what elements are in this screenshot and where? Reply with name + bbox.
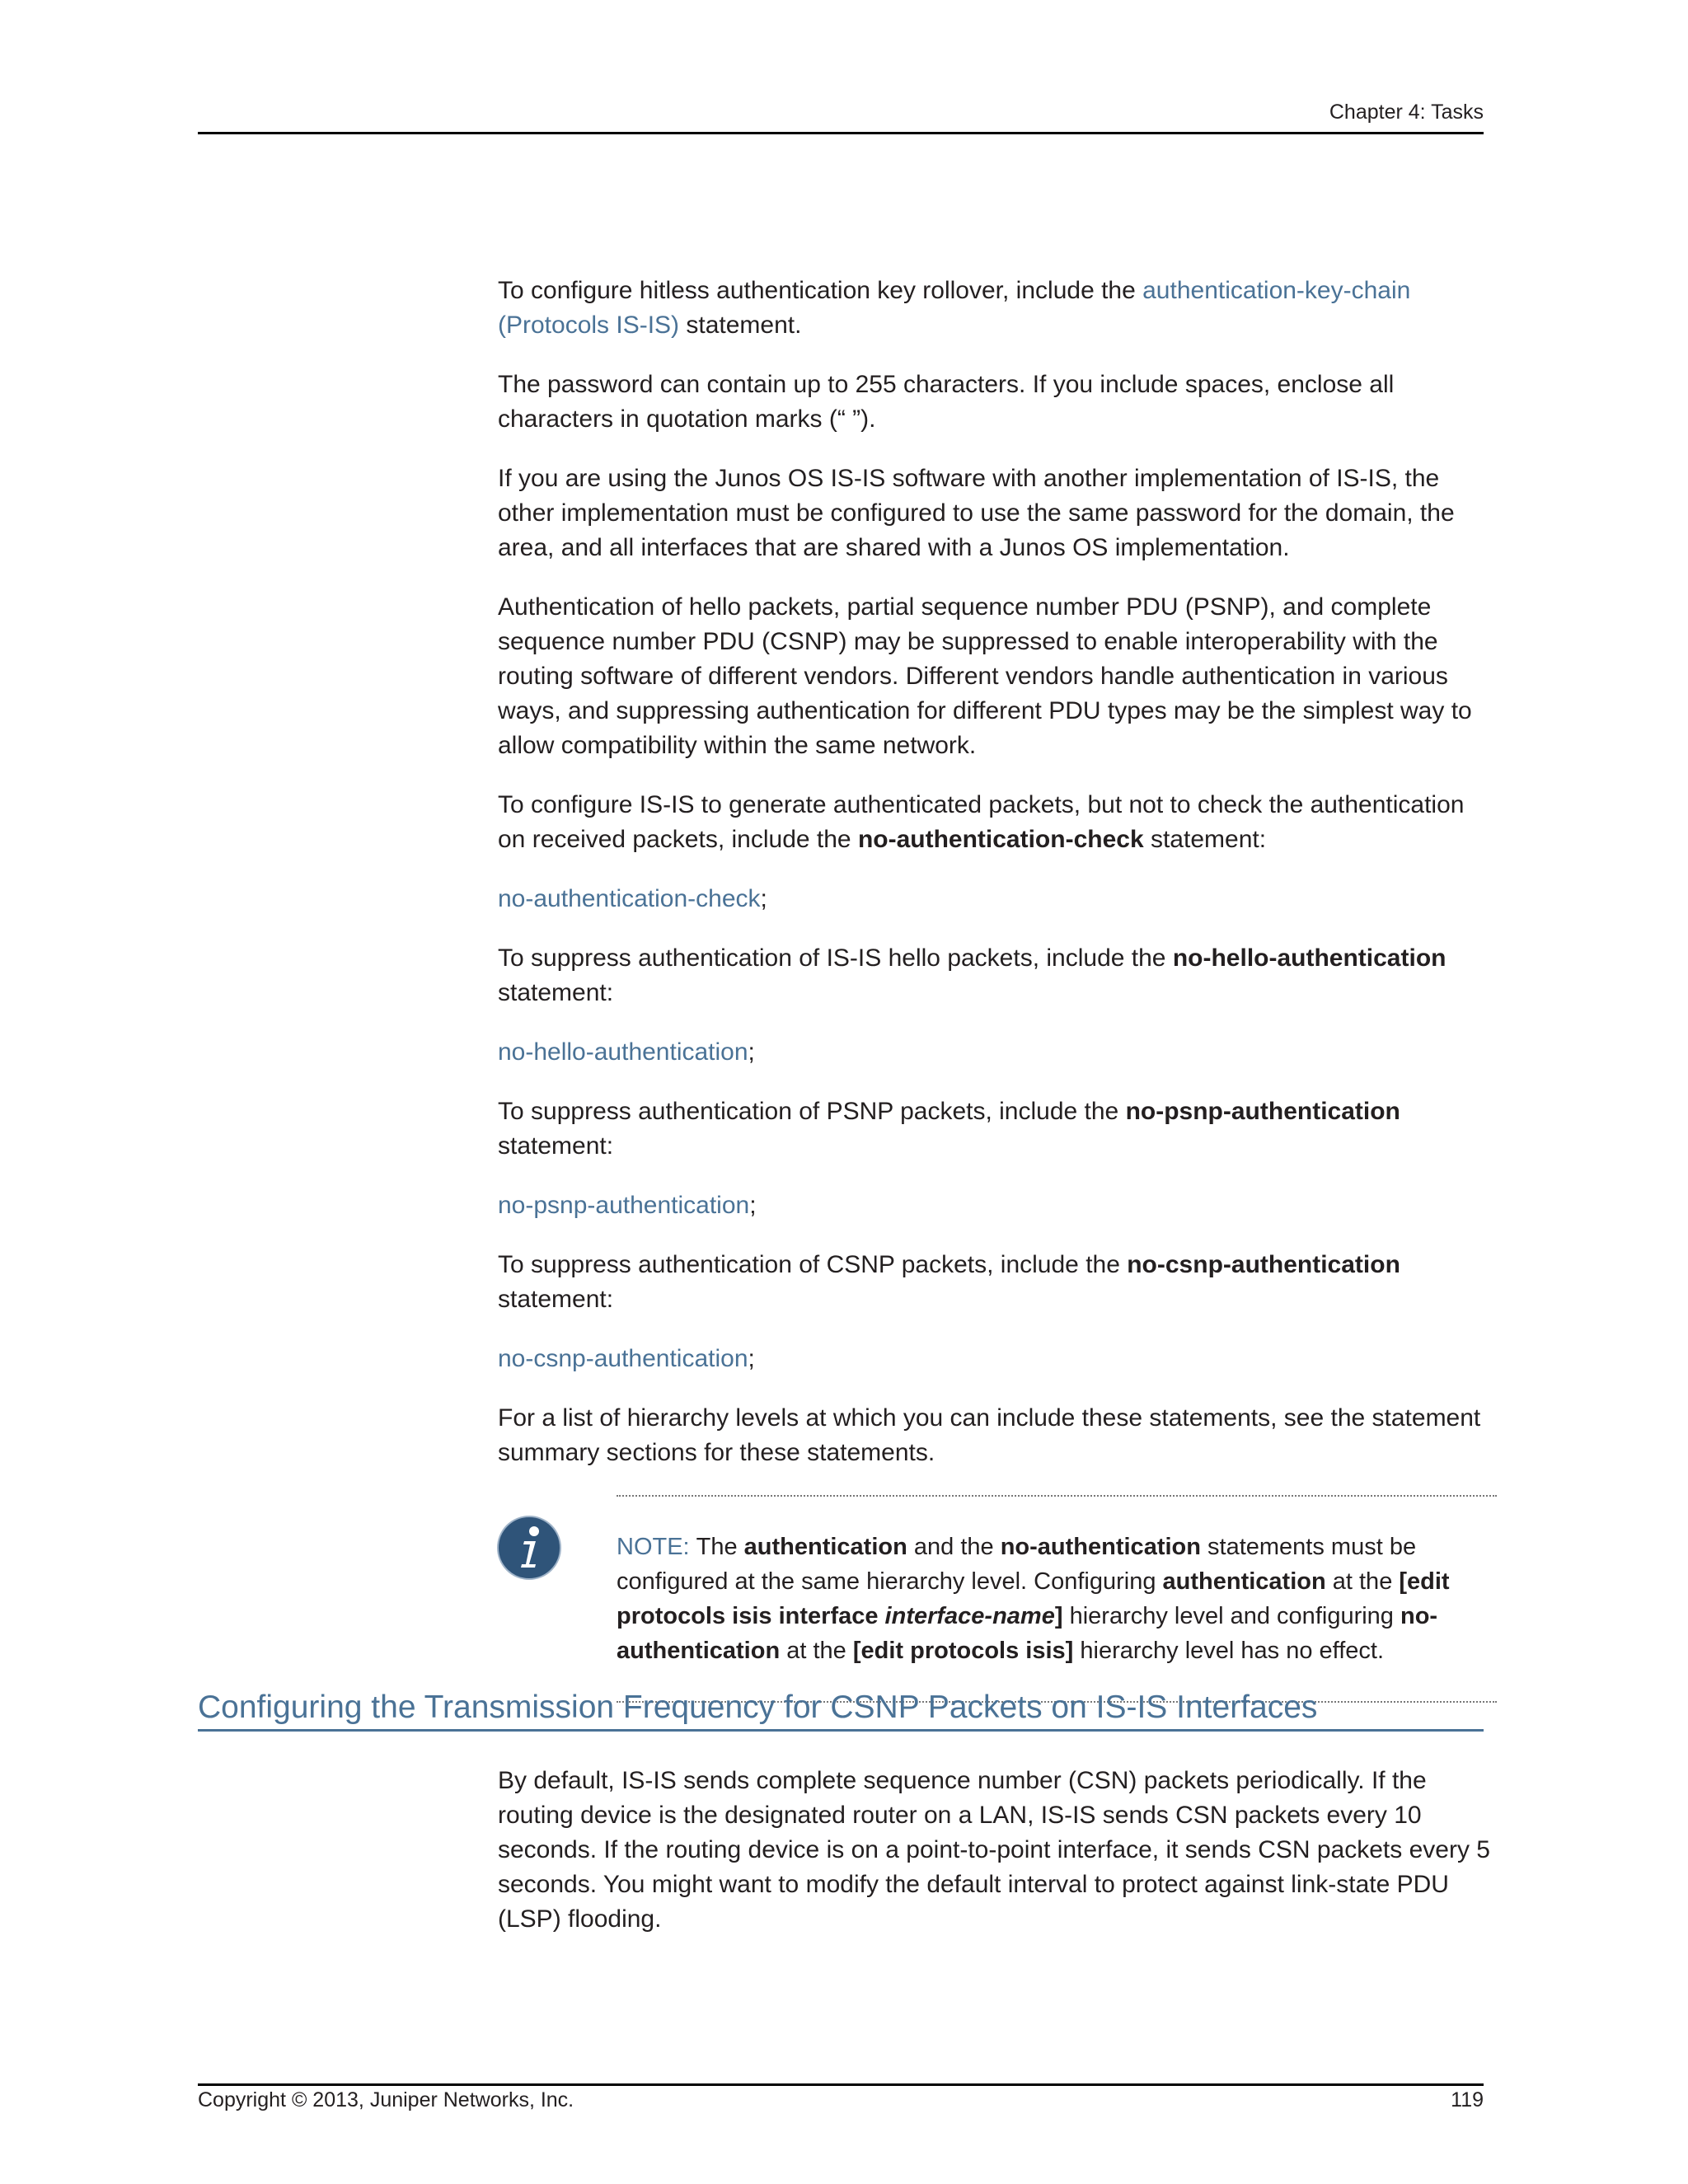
section-title: Configuring the Transmission Frequency for CSNP Packets on IS-IS Interfaces (198, 1690, 1484, 1732)
note-text (617, 1495, 1497, 1703)
footer-rule (198, 2083, 1484, 2086)
keyword: no-authentication (617, 1603, 1438, 1664)
paragraph: For a list of hierarchy levels at which you can include these statements, see the statement summary sections for these statements. (498, 1404, 1481, 1466)
no-authentication-check-link[interactable]: no-authentication-check (498, 885, 761, 912)
page-number: 119 (1451, 2088, 1484, 2111)
paragraph: If you are using the Junos OS IS-IS software with another implementation of IS-IS, the other implementation must be configured to use the same password for the domain, the area, and all interfaces that are shared with a Junos OS implementation. (498, 465, 1455, 561)
text: To suppress authentication of IS-IS hello packets, include the (498, 944, 1173, 972)
semicolon: ; (748, 1345, 755, 1372)
text: statement: (498, 979, 614, 1006)
text: The (696, 1534, 744, 1560)
text: and the (907, 1534, 1001, 1560)
code-line (498, 1188, 1497, 1223)
code-line (498, 882, 1497, 916)
keyword: no-csnp-authentication (1127, 1251, 1400, 1278)
text: at the (1325, 1568, 1400, 1595)
paragraph: The password can contain up to 255 characters. If you include spaces, enclose all characters in quotation marks (“ ”). (498, 371, 1395, 433)
text: To suppress authentication of CSNP packets, include the (498, 1251, 1128, 1278)
keyword: no-authentication-check (857, 826, 1144, 853)
keyword: [edit protocols isis] (852, 1638, 1074, 1664)
paragraph: Authentication of hello packets, partial sequence number PDU (PSNP), and complete sequence number PDU (CSNP) may be suppressed to enable interoperability with the routing software of different vendors. Different vendors handle authentication in various ways, and suppressing authentication for different PDU types may be the simplest way to allow compatibility within the same network. (498, 593, 1472, 759)
paragraph (498, 274, 1497, 343)
text: statement: (1143, 826, 1267, 853)
no-hello-authentication-link[interactable]: no-hello-authentication (498, 1038, 748, 1066)
keyword: [edit protocols isis interface (617, 1568, 1450, 1629)
text: hierarchy level has no effect. (1073, 1638, 1385, 1664)
semicolon: ; (749, 1192, 757, 1219)
info-icon (496, 1515, 562, 1581)
keyword: authentication (1162, 1568, 1326, 1595)
note-label: NOTE: (617, 1534, 690, 1560)
text: To configure hitless authentication key rollover, include the (498, 277, 1143, 304)
text: statements must be configured at the same hierarchy level. Configuring (617, 1534, 1417, 1595)
paragraph (498, 788, 1497, 857)
keyword-italic: interface-name (884, 1603, 1055, 1629)
paragraph (498, 941, 1497, 1010)
text: To configure IS-IS to generate authenticated packets, but not to check the authentication on received packets, include the (498, 791, 1465, 853)
copyright: Copyright © 2013, Juniper Networks, Inc. (198, 2088, 574, 2111)
text: statement: (498, 1132, 614, 1160)
keyword: no-psnp-authentication (1125, 1098, 1400, 1125)
semicolon: ; (760, 885, 767, 912)
keyword: no-hello-authentication (1172, 944, 1447, 972)
no-csnp-authentication-link[interactable]: no-csnp-authentication (498, 1345, 748, 1372)
text: hierarchy level and configuring (1062, 1603, 1400, 1629)
paragraph (498, 1094, 1497, 1164)
text: at the (780, 1638, 853, 1664)
main-content (498, 274, 1497, 1703)
paragraph (498, 1248, 1497, 1317)
running-header: Chapter 4: Tasks (1329, 101, 1484, 124)
code-line (498, 1035, 1497, 1070)
semicolon: ; (748, 1038, 755, 1066)
note-callout (498, 1495, 1497, 1703)
text: statement. (679, 312, 802, 339)
text: statement: (498, 1286, 614, 1313)
header-rule (198, 132, 1484, 134)
paragraph: By default, IS-IS sends complete sequence number (CSN) packets periodically. If the routing device is the designated router on a LAN, IS-IS sends CSN packets every 10 seconds. If the routing device is on a point-to-point interface, it sends CSN packets every 5 seconds. You might want to modify the default interval to protect against link-state PDU (LSP) flooding. (498, 1767, 1490, 1933)
section-content (498, 1764, 1497, 1937)
keyword: ] (1054, 1603, 1063, 1629)
keyword: no-authentication (1000, 1534, 1201, 1560)
authentication-key-chain-link[interactable]: authentication-key-chain (Protocols IS-IS) (498, 277, 1411, 339)
keyword: authentication (743, 1534, 907, 1560)
text: To suppress authentication of PSNP packets, include the (498, 1098, 1126, 1125)
code-line (498, 1342, 1497, 1376)
no-psnp-authentication-link[interactable]: no-psnp-authentication (498, 1192, 750, 1219)
